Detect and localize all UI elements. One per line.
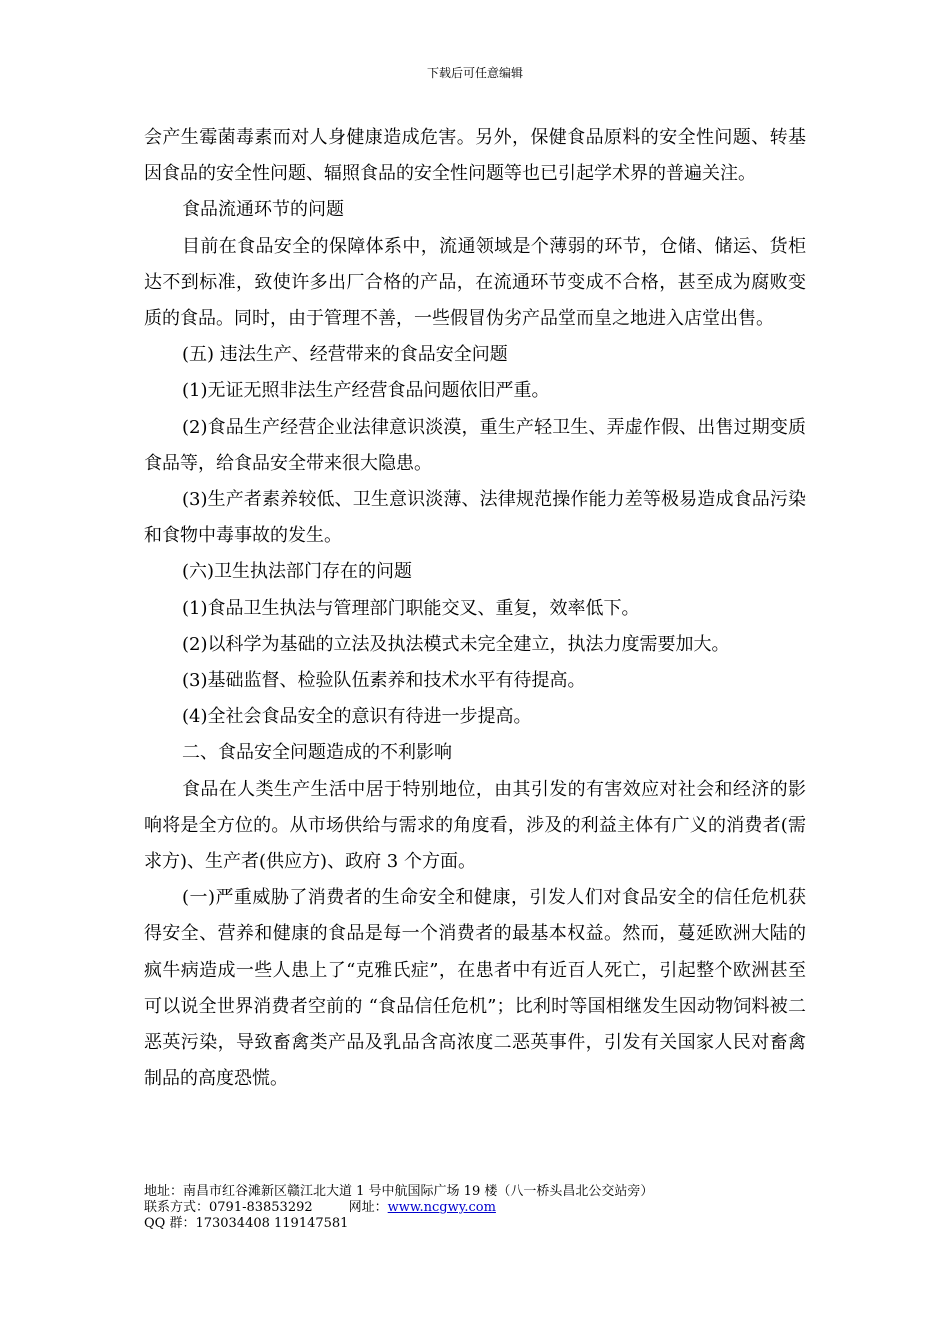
list-item: (2)食品生产经营企业法律意识淡漠，重生产轻卫生、弄虚作假、出售过期变质食品等，给食品安全带来很大隐患。 bbox=[144, 416, 806, 474]
list-item: (3)生产者素养较低、卫生意识淡薄、法律规范操作能力差等极易造成食品污染和食物中毒事故的发生。 bbox=[144, 489, 806, 547]
footer-website-label: 网址： bbox=[348, 1200, 388, 1215]
paragraph: 食品在人类生产生活中居于特别地位，由其引发的有害效应对社会和经济的影响将是全方位的。从市场供给与需求的角度看，涉及的利益主体有广义的消费者(需求方)、生产者(供应方)、政府 3 个方面。 bbox=[144, 778, 806, 873]
footer-qq: QQ 群：173034408 119147581 bbox=[144, 1216, 349, 1231]
document-body bbox=[144, 120, 806, 1097]
footer-contact: 联系方式：0791-83853292 bbox=[144, 1200, 313, 1215]
list-item: (1)食品卫生执法与管理部门职能交叉、重复，效率低下。 bbox=[182, 597, 640, 619]
section-heading: 食品流通环节的问题 bbox=[182, 199, 344, 221]
paragraph: (一)严重威胁了消费者的生命安全和健康，引发人们对食品安全的信任危机获得安全、营养和健康的食品是每一个消费者的最基本权益。然而，蔓延欧洲大陆的疯牛病造成一些人患上了“克雅氏症”，在患者中有近百人死亡，引起整个欧洲甚至可以说全世界消费者空前的 “食品信任危机”；比利时等国相继发生因动物饲料被二恶英污染，导致畜禽类产品及乳品含高浓度二恶英事件，引发有关国家人民对畜禽制品的高度恐慌。 bbox=[144, 887, 806, 1090]
section-heading: 二、食品安全问题造成的不利影响 bbox=[182, 742, 452, 764]
list-item: (4)全社会食品安全的意识有待进一步提高。 bbox=[182, 706, 532, 728]
footer-address: 地址：南昌市红谷滩新区赣江北大道 1 号中航国际广场 19 楼（八一桥头昌北公交站旁） bbox=[144, 1184, 654, 1199]
list-item: (1)无证无照非法生产经营食品问题依旧严重。 bbox=[182, 380, 550, 402]
footer-contact-line bbox=[144, 1200, 844, 1216]
page-footer bbox=[144, 1184, 844, 1232]
list-item: (3)基础监督、检验队伍素养和技术水平有待提高。 bbox=[182, 670, 586, 692]
page-header: 下载后可任意编辑 bbox=[426, 66, 523, 80]
section-heading: (六)卫生执法部门存在的问题 bbox=[182, 561, 413, 583]
paragraph: 目前在食品安全的保障体系中，流通领域是个薄弱的环节，仓储、储运、货柜达不到标准，致使许多出厂合格的产品，在流通环节变成不合格，甚至成为腐败变质的食品。同时，由于管理不善，一些假冒伪劣产品堂而皇之地进入店堂出售。 bbox=[144, 235, 806, 330]
website-link[interactable]: www.ncgwy.com bbox=[387, 1200, 496, 1215]
section-heading: (五) 违法生产、经营带来的食品安全问题 bbox=[182, 344, 508, 366]
list-item: (2)以科学为基础的立法及执法模式未完全建立，执法力度需要加大。 bbox=[182, 633, 730, 655]
paragraph: 会产生霉菌毒素而对人身健康造成危害。另外，保健食品原料的安全性问题、转基因食品的安全性问题、辐照食品的安全性问题等也已引起学术界的普遍关注。 bbox=[144, 127, 806, 185]
